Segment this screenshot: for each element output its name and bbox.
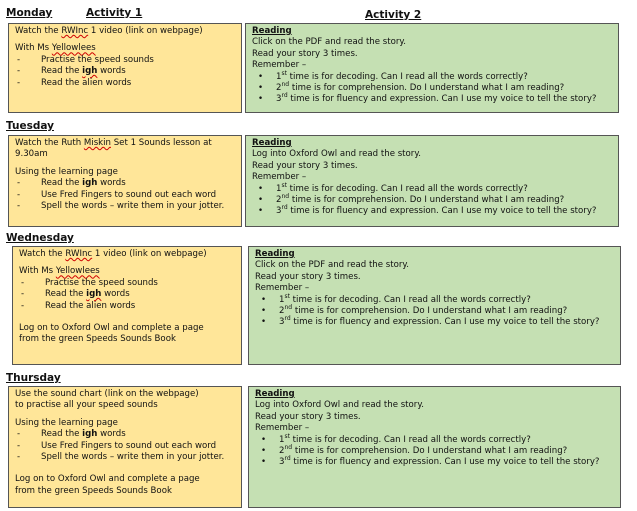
activity-2-heading: Activity 2 — [365, 9, 422, 21]
list-item: - Read the alien words — [19, 301, 235, 312]
list-item: • 1st time is for decoding. Can I read all the words correctly? — [252, 72, 612, 83]
reading-instruction: Click on the PDF and read the story. — [252, 37, 407, 48]
list-item: - Use Fred Fingers to sound out each word — [15, 190, 235, 201]
sound-chart-line-2: to practise all your speed sounds — [15, 400, 158, 411]
list-item: • 2nd time is for comprehension. Do I understand what I am reading? — [255, 306, 614, 317]
tuesday-lesson-line: Watch the Ruth Miskin Set 1 Sounds lesson at — [15, 138, 212, 148]
reading-instruction: Log into Oxford Owl and read the story. — [252, 149, 421, 160]
list-item: • 2nd time is for comprehension. Do I understand what I am reading? — [252, 195, 612, 206]
monday-activity-2 — [245, 23, 619, 113]
list-item: • 2nd time is for comprehension. Do I understand what I am reading? — [252, 83, 612, 94]
thursday-activity-1 — [8, 386, 242, 508]
list-item: - Read the igh words — [15, 178, 235, 189]
list-item: • 3rd time is for fluency and expression. Can I use my voice to tell the story? — [252, 206, 612, 217]
reading-times: Read your story 3 times. — [255, 411, 361, 422]
list-item: • 2nd time is for comprehension. Do I understand what I am reading? — [255, 446, 614, 457]
list-item: - Read the igh words — [15, 429, 235, 440]
list-item: - Read the igh words — [15, 66, 235, 77]
reading-title: Reading — [255, 389, 295, 399]
tuesday-lesson-time: 9.30am — [15, 149, 48, 160]
list-item: • 1st time is for decoding. Can I read all the words correctly? — [255, 435, 614, 446]
oxford-owl-task: Log on to Oxford Owl and complete a page — [15, 474, 200, 485]
list-item: - Spell the words – write them in your jotter. — [15, 201, 235, 212]
reading-instruction: Log into Oxford Owl and read the story. — [255, 400, 424, 411]
wednesday-with-line: With Ms Yellowlees — [19, 266, 100, 277]
using-learning-page: Using the learning page — [15, 417, 118, 428]
list-item: • 1st time is for decoding. Can I read all the words correctly? — [252, 184, 612, 195]
reading-times: Read your story 3 times. — [252, 160, 358, 171]
tuesday-activity-2 — [245, 135, 619, 227]
reading-title: Reading — [255, 249, 295, 259]
wednesday-video-line: Watch the RWInc 1 video (link on webpage) — [19, 249, 207, 259]
remember-label: Remember – — [255, 283, 310, 294]
list-item: - Read the alien words — [15, 78, 235, 89]
remember-label: Remember – — [252, 60, 307, 71]
reading-times: Read your story 3 times. — [255, 271, 361, 282]
oxford-owl-task-book: from the green Speeds Sounds Book — [19, 334, 176, 345]
tuesday-activity-1 — [8, 135, 242, 227]
list-item: • 3rd time is for fluency and expression. Can I use my voice to tell the story? — [255, 457, 614, 468]
remember-label: Remember – — [252, 172, 307, 183]
remember-label: Remember – — [255, 423, 310, 434]
list-item: • 3rd time is for fluency and expression. Can I use my voice to tell the story? — [255, 317, 614, 328]
thursday-activity-2 — [248, 386, 621, 508]
list-item: • 3rd time is for fluency and expression. Can I use my voice to tell the story? — [252, 94, 612, 105]
list-item: - Read the igh words — [19, 289, 235, 300]
list-item: - Practise the speed sounds — [15, 55, 235, 66]
day-heading-monday: Monday — [6, 7, 53, 19]
monday-with-line: With Ms Yellowlees — [15, 43, 96, 54]
sound-chart-line: Use the sound chart (link on the webpage) — [15, 389, 199, 399]
list-item: - Use Fred Fingers to sound out each word — [15, 441, 235, 452]
reading-instruction: Click on the PDF and read the story. — [255, 260, 410, 271]
activity-1-heading: Activity 1 — [86, 7, 143, 19]
oxford-owl-task-book: from the green Speeds Sounds Book — [15, 485, 172, 496]
list-item: • 1st time is for decoding. Can I read all the words correctly? — [255, 295, 614, 306]
reading-title: Reading — [252, 138, 292, 148]
list-item: - Spell the words – write them in your jotter. — [15, 452, 235, 463]
monday-activity-1 — [8, 23, 242, 113]
reading-times: Read your story 3 times. — [252, 48, 358, 59]
day-heading-thursday: Thursday — [6, 372, 61, 384]
using-learning-page: Using the learning page — [15, 166, 118, 177]
wednesday-activity-1 — [12, 246, 242, 365]
wednesday-activity-2 — [248, 246, 621, 365]
oxford-owl-task: Log on to Oxford Owl and complete a page — [19, 323, 204, 334]
day-heading-wednesday: Wednesday — [6, 232, 74, 244]
reading-title: Reading — [252, 26, 292, 36]
monday-video-line: Watch the RWInc 1 video (link on webpage) — [15, 26, 203, 36]
day-heading-tuesday: Tuesday — [6, 120, 54, 132]
list-item: - Practise the speed sounds — [19, 278, 235, 289]
